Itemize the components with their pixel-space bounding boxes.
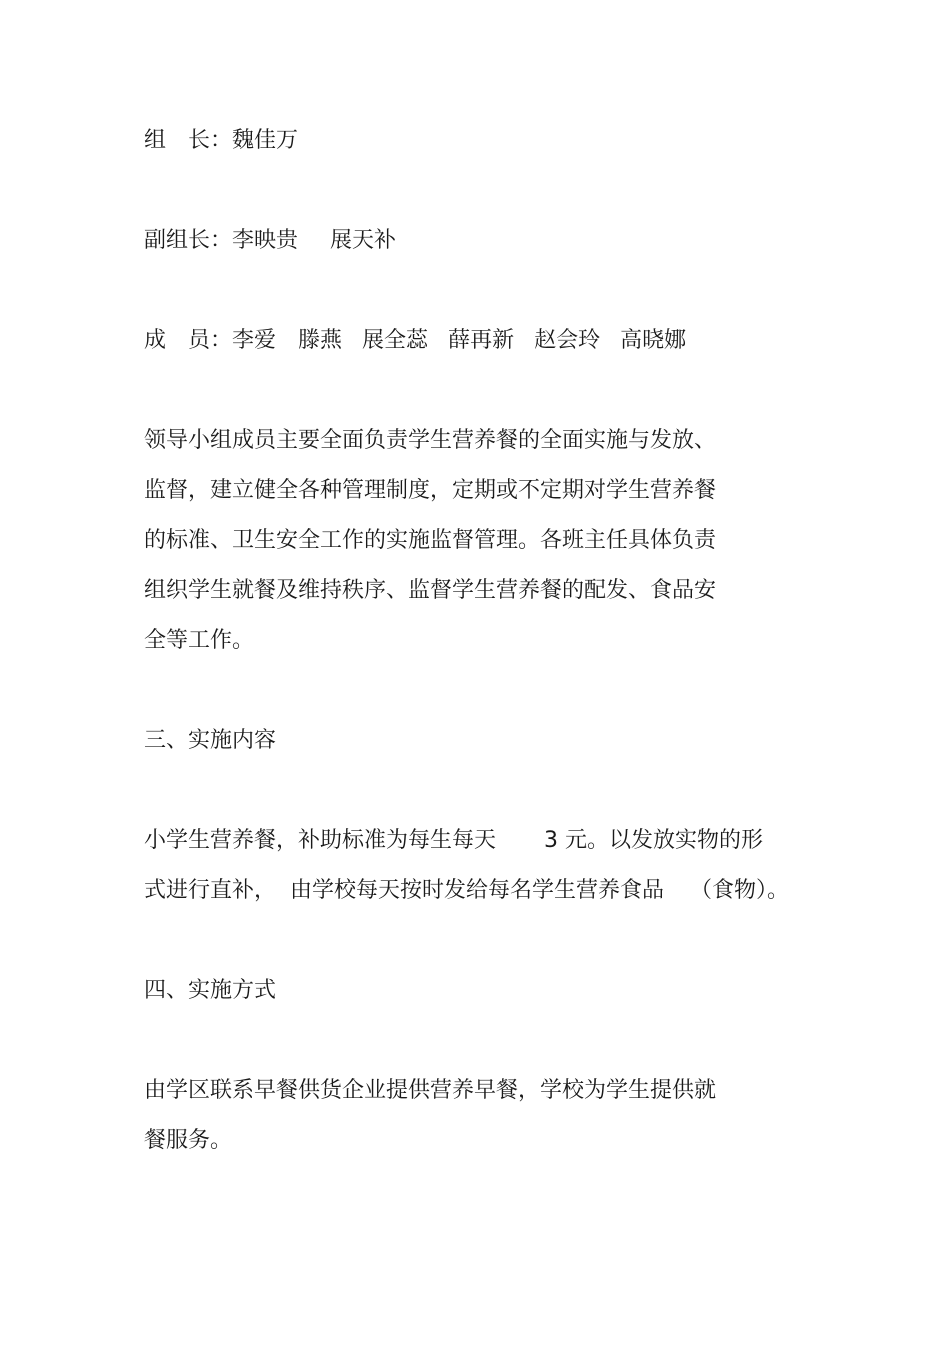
member-name: 滕燕: [298, 328, 343, 353]
paragraph-line: 监督，建立健全各种管理制度，定期或不定期对学生营养餐: [144, 478, 717, 503]
paragraph-line: 领导小组成员主要全面负责学生营养餐的全面实施与发放、: [144, 428, 717, 453]
member-name: 展全蕊: [362, 328, 429, 353]
member-name: 李爱: [232, 328, 277, 353]
paragraph-line: 餐服务。: [144, 1128, 233, 1153]
deputy-name: 展天补: [330, 228, 397, 253]
leader-line: [144, 126, 298, 156]
member-name: 赵会玲: [534, 328, 601, 353]
deputy-label: 副组长：: [144, 228, 233, 253]
paragraph-line: 的标准、卫生安全工作的实施监督管理。各班主任具体负责: [144, 528, 717, 553]
text-run: 3 元。以发放实物的形: [544, 828, 764, 853]
text-run: 小学生营养餐，补助标准为每生每天: [144, 828, 497, 853]
deputy-name: 李映贵: [232, 228, 299, 253]
paragraph-line: [144, 826, 763, 856]
leader-label: 组 长：: [144, 128, 233, 153]
text-run: 由学校每天按时发给每名学生营养食品: [290, 878, 665, 903]
paragraph-line: 全等工作。: [144, 628, 255, 653]
section4-heading: 四、实施方式: [144, 978, 277, 1003]
deputy-line: [144, 226, 396, 256]
member-name: 高晓娜: [620, 328, 687, 353]
text-run: （食物）。: [690, 878, 790, 903]
paragraph-line: [144, 876, 789, 906]
paragraph-line: 组织学生就餐及维持秩序、监督学生营养餐的配发、食品安: [144, 578, 717, 603]
member-name: 薛再新: [448, 328, 515, 353]
paragraph-line: 由学区联系早餐供货企业提供营养早餐，学校为学生提供就: [144, 1078, 717, 1103]
members-line: [144, 326, 686, 356]
section3-heading: 三、实施内容: [144, 728, 277, 753]
leader-name: 魏佳万: [232, 128, 299, 153]
members-label: 成 员：: [144, 328, 233, 353]
text-run: 式进行直补，: [144, 878, 277, 903]
